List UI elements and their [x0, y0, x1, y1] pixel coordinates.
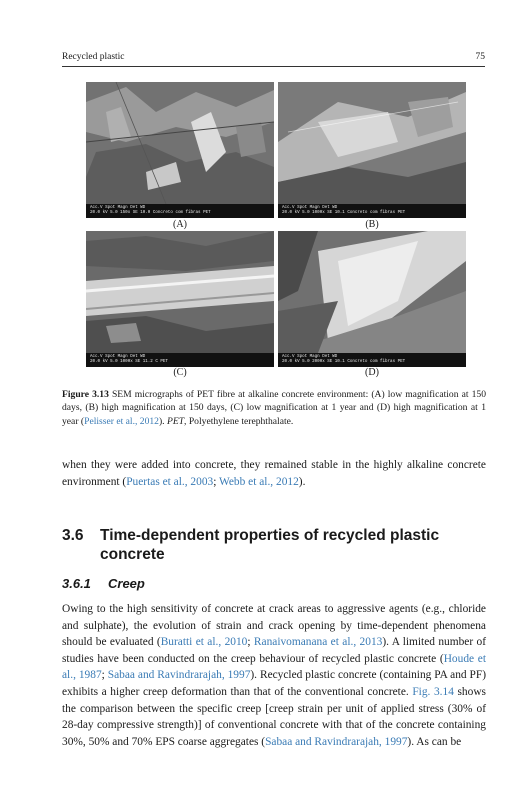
figure-reference-link[interactable]: Fig. 3.14 [412, 685, 454, 698]
citation-link[interactable]: Webb et al., 2012 [219, 475, 299, 488]
section-number: 3.6 [62, 527, 84, 544]
citation-link[interactable]: Buratti et al., 2010 [160, 636, 248, 649]
panel-label-c: (C) [173, 367, 187, 378]
subsection-number: 3.6.1 [62, 576, 91, 591]
citation-link[interactable]: Houde et al., 1987 [62, 652, 487, 682]
citation-link[interactable]: Puertas et al., 2003 [126, 475, 214, 488]
header-rule [62, 66, 485, 67]
subsection-title: Creep [108, 576, 145, 591]
micrograph-d [278, 231, 466, 367]
section-title: Time-dependent properties of recycled plastic concrete [100, 527, 440, 563]
paragraph: when they were added into concrete, they remained stable in the highly alkaline concrete environment (Puertas et al., 2003; Webb et al., 2012). [62, 459, 486, 488]
page-number: 75 [475, 52, 485, 62]
citation-link[interactable]: Sabaa and Ravindrarajah, 1997 [107, 669, 251, 682]
figure-caption: Figure 3.13 SEM micrographs of PET fibre at alkaline concrete environment: (A) low magnification at 150 days, (B) high magnification at 150 days, (C) low magnification at 1 year and (D) high magnification at 1 year (Pelisser et al., 2012). PET, Polyethylene terephthalate. [62, 389, 486, 427]
running-title: Recycled plastic [62, 52, 125, 62]
citation-link[interactable]: Sabaa and Ravindrarajah, 1997 [265, 735, 408, 748]
micrograph-data-bar: Acc.V Spot Magn Det WD 20.0 kV 5.0 1000x SE 10.1 Concreto com fibras PET [278, 204, 466, 218]
paragraph: Owing to the high sensitivity of concrete at crack areas to aggressive agents (e.g., chloride and sulphate), the evolution of strain and crack opening by time-dependent phenomena should be evaluated (Buratti et al., 2010; Ranaivomanana et al., 2013). A limited number of studies have been conducted on the creep behaviour of recycled plastic concrete (Houde et al., 1987; Sabaa and Ravindrarajah, 1997). Recycled plastic concrete (containing PA and PF) exhibits a higher creep deformation than that of the conventional concrete. Fig. 3.14 shows the comparison between the specific creep [creep strain per unit of applied stress (30% of 28-day compressive strength)] of conventional concrete with that of the concrete containing 30%, 50% and 70% EPS coarse aggregates (Sabaa and Ravindrarajah, 1997). As can be [62, 603, 487, 748]
panel-label-b: (B) [365, 219, 379, 230]
citation-link[interactable]: Ranaivomanana et al., 2013 [253, 636, 383, 649]
micrograph-b [278, 82, 466, 218]
micrograph-data-bar: Acc.V Spot Magn Det WD 20.0 kV 5.0 150x SE 10.0 Concreto com fibras PET [86, 204, 274, 218]
micrograph-c [86, 231, 274, 367]
panel-label-d: (D) [365, 367, 379, 378]
micrograph-data-bar: Acc.V Spot Magn Det WD 20.0 kV 5.0 2000x SE 10.1 Concreto com fibras PET [278, 353, 466, 367]
micrograph-a [86, 82, 274, 218]
panel-label-a: (A) [173, 219, 187, 230]
micrograph-data-bar: Acc.V Spot Magn Det WD 20.0 kV 5.0 1000x SE 11.2 C PET [86, 353, 274, 367]
citation-link[interactable]: Pelisser et al., 2012 [84, 415, 159, 427]
figure-label: Figure 3.13 [62, 389, 109, 400]
